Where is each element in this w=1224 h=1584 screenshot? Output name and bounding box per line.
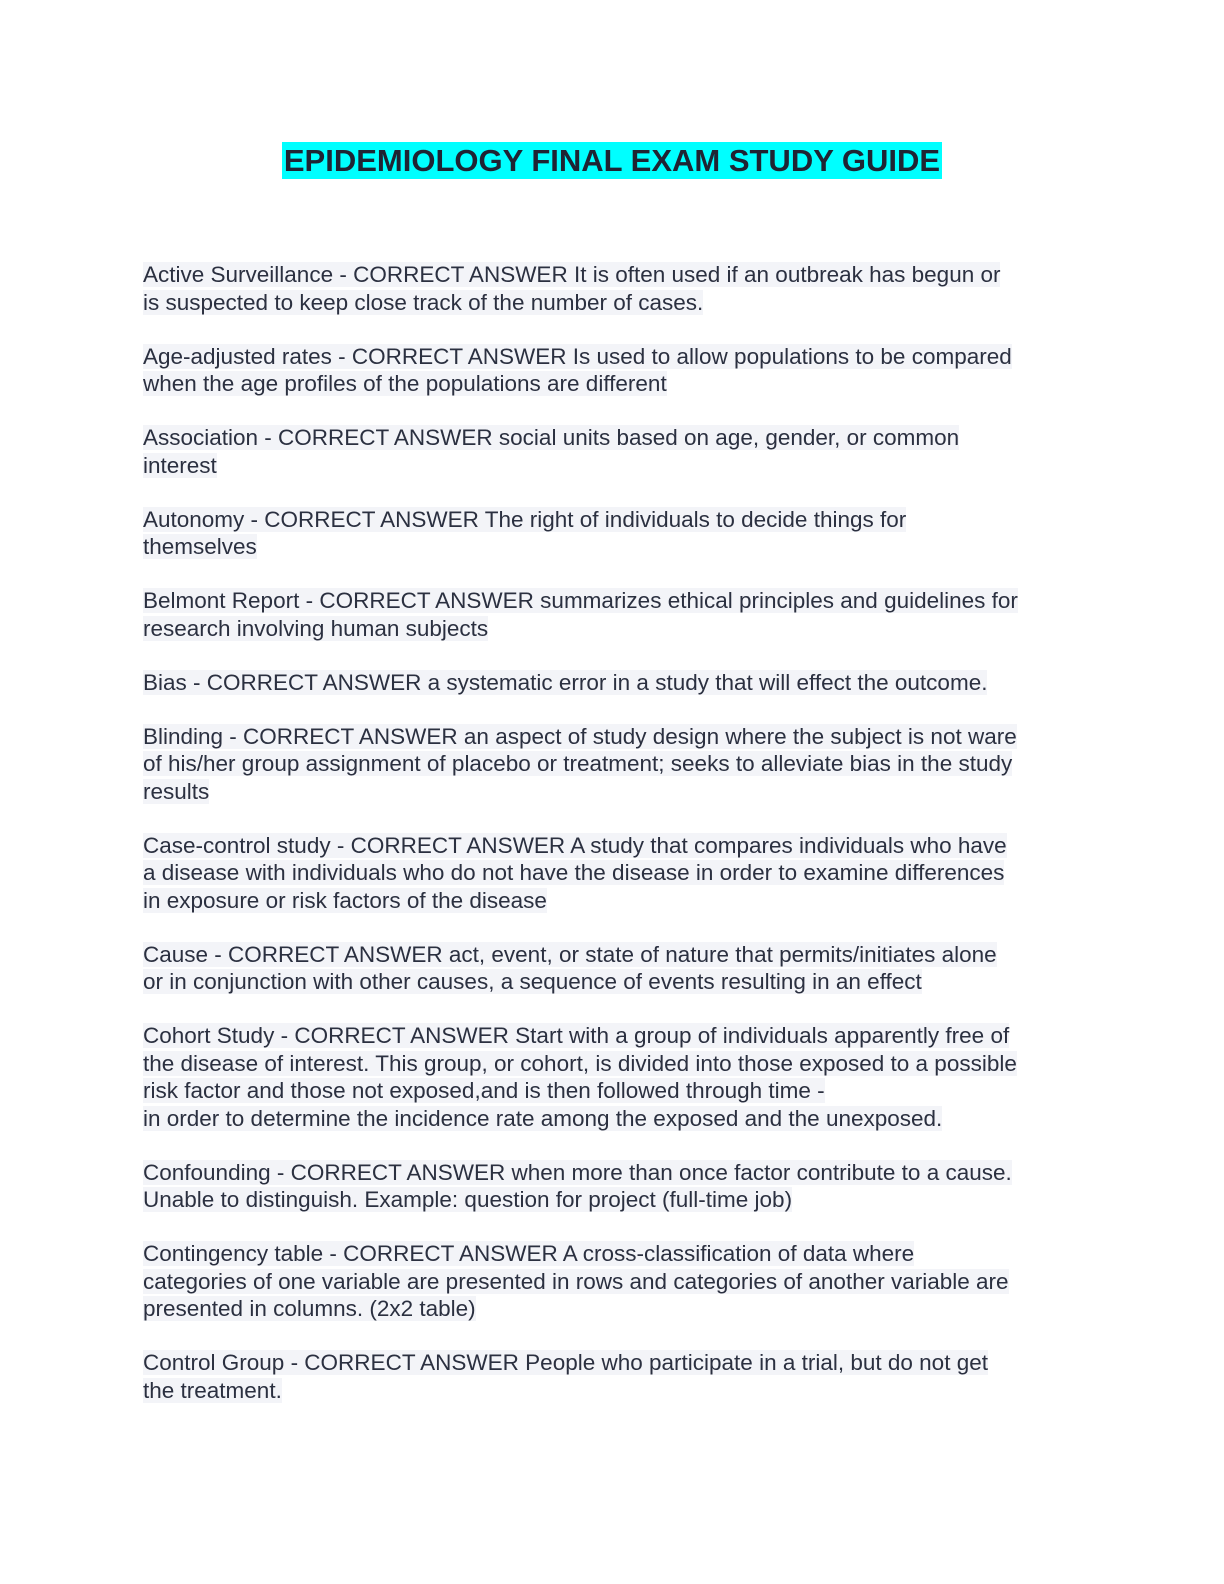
entry-line [143,1050,1083,1078]
entry-line-text: Autonomy - CORRECT ANSWER The right of individuals to decide things for [143,506,907,532]
entry-line [143,343,1083,371]
entry-line-text: in exposure or risk factors of the disease [143,887,547,913]
entry-line-text: research involving human subjects [143,615,489,641]
entry-line-text: Contingency table - CORRECT ANSWER A cross-classification of data where [143,1241,915,1266]
entry-line-text: or in conjunction with other causes, a sequence of events resulting in an effect [143,969,922,994]
entry-line [143,506,1083,534]
entry-line-text: Age-adjusted rates - CORRECT ANSWER Is used to allow populations to be compared [143,343,1012,369]
entry-line-text: Belmont Report - CORRECT ANSWER summarizes ethical principles and guidelines for [143,588,1018,613]
entry-line [143,1159,1083,1187]
entry-line [143,261,1083,289]
page-title: EPIDEMIOLOGY FINAL EXAM STUDY GUIDE [283,143,941,178]
entry-line-text: when the age profiles of the populations are different [143,371,667,396]
entry-line-text: Blinding - CORRECT ANSWER an aspect of study design where the subject is not ware [143,723,1017,749]
entry-line [143,778,1083,806]
entry-line-text: Case-control study - CORRECT ANSWER A study that compares individuals who have [143,832,1007,858]
entry-line-text: Active Surveillance - CORRECT ANSWER It is often used if an outbreak has begun or [143,262,1001,287]
entry-line-text: in order to determine the incidence rate among the exposed and the unexposed. [143,1105,943,1131]
glossary-entry [143,669,1083,697]
entry-line [143,1377,1083,1405]
glossary-entry [143,941,1083,996]
entry-line [143,587,1083,615]
glossary-entry [143,424,1083,479]
entry-line-text: risk factor and those not exposed,and is then followed through time - [143,1078,825,1103]
entry-line-text: themselves [143,534,257,559]
entry-line [143,1240,1083,1268]
glossary-entry [143,1022,1083,1132]
entry-line [143,1105,1083,1133]
entry-line-text: Bias - CORRECT ANSWER a systematic error in a study that will effect the outcome. [143,669,988,695]
entry-line-text: of his/her group assignment of placebo or treatment; seeks to alleviate bias in the study [143,751,1013,776]
glossary-list [143,261,1083,1431]
glossary-entry [143,1349,1083,1404]
entry-line [143,1349,1083,1377]
entry-line-text: Unable to distinguish. Example: question for project (full-time job) [143,1187,793,1212]
glossary-entry [143,723,1083,806]
glossary-entry [143,832,1083,915]
entry-line [143,669,1083,697]
entry-line [143,615,1083,643]
entry-line-text: Control Group - CORRECT ANSWER People who participate in a trial, but do not get [143,1350,988,1375]
entry-line [143,424,1083,452]
glossary-entry [143,1240,1083,1323]
entry-line [143,968,1083,996]
entry-line [143,941,1083,969]
glossary-entry [143,506,1083,561]
entry-line [143,1268,1083,1296]
entry-line [143,887,1083,915]
entry-line-text: the treatment. [143,1377,282,1403]
entry-line-text: Confounding - CORRECT ANSWER when more than once factor contribute to a cause. [143,1159,1012,1185]
entry-line [143,832,1083,860]
entry-line [143,859,1083,887]
entry-line [143,1022,1083,1050]
entry-line [143,370,1083,398]
entry-line [143,289,1083,317]
entry-line-text: results [143,778,210,804]
entry-line [143,533,1083,561]
entry-line [143,452,1083,480]
glossary-entry [143,1159,1083,1214]
entry-line [143,1186,1083,1214]
entry-line-text: is suspected to keep close track of the number of cases. [143,289,704,315]
glossary-entry [143,587,1083,642]
entry-line-text: Cohort Study - CORRECT ANSWER Start with a group of individuals apparently free of [143,1023,1010,1048]
entry-line [143,750,1083,778]
entry-line-text: categories of one variable are presented in rows and categories of another variable are [143,1268,1009,1294]
glossary-entry [143,261,1083,316]
entry-line-text: Cause - CORRECT ANSWER act, event, or state of nature that permits/initiates alone [143,941,997,967]
entry-line-text: interest [143,452,217,478]
entry-line [143,1077,1083,1105]
entry-line-text: presented in columns. (2x2 table) [143,1296,476,1321]
entry-line-text: Association - CORRECT ANSWER social units based on age, gender, or common [143,425,960,450]
entry-line [143,1295,1083,1323]
entry-line-text: the disease of interest. This group, or cohort, is divided into those exposed to a possible [143,1050,1017,1076]
entry-line-text: a disease with individuals who do not have the disease in order to examine differences [143,860,1005,885]
title-container [0,142,1224,179]
glossary-entry [143,343,1083,398]
entry-line [143,723,1083,751]
